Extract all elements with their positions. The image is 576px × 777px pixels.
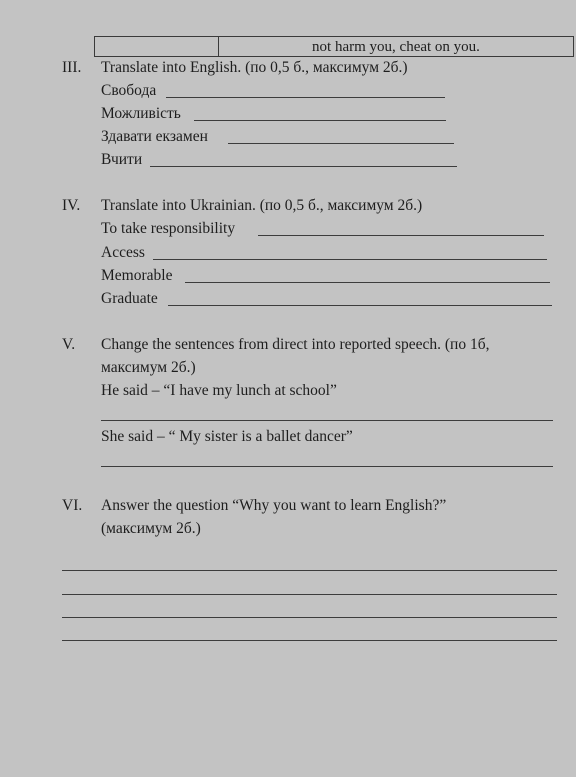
s5-sentence-2: She said – “ My sister is a ballet dancer” (101, 428, 353, 445)
section-5-instruction-line-1: Change the sentences from direct into reported speech. (по 1б, (101, 336, 490, 353)
section-3-number: III. (62, 59, 82, 76)
section-5-instruction-line-2: максимум 2б.) (101, 359, 196, 376)
table-cell-left (95, 37, 219, 56)
s4-item-4-answer-line[interactable] (168, 305, 552, 306)
section-4-number: IV. (62, 197, 81, 214)
s5-sentence-1: He said – “I have my lunch at school” (101, 382, 337, 399)
section-6-instruction-line-1: Answer the question “Why you want to learn English?” (101, 497, 447, 514)
s3-item-2-label: Можливість (101, 105, 181, 122)
s4-item-2-label: Access (101, 244, 145, 261)
s3-item-4-answer-line[interactable] (150, 166, 457, 167)
s5-sentence-2-answer-line[interactable] (101, 466, 553, 467)
s4-item-1-label: To take responsibility (101, 220, 236, 237)
s6-answer-line-3[interactable] (62, 617, 557, 618)
s4-item-3-answer-line[interactable] (185, 282, 550, 283)
s3-item-3-answer-line[interactable] (228, 143, 454, 144)
table-fragment (94, 36, 574, 57)
s4-item-4-label: Graduate (101, 290, 158, 307)
table-cell-right: not harm you, cheat on you. (312, 39, 480, 55)
s3-item-2-answer-line[interactable] (194, 120, 446, 121)
section-6-number: VI. (62, 497, 83, 514)
s3-item-4-label: Вчити (101, 151, 143, 168)
s6-answer-line-1[interactable] (62, 570, 557, 571)
s4-item-1-answer-line[interactable] (258, 235, 544, 236)
s6-answer-line-4[interactable] (62, 640, 557, 641)
s4-item-2-answer-line[interactable] (153, 259, 547, 260)
s4-item-3-label: Memorable (101, 267, 173, 284)
s3-item-1-answer-line[interactable] (166, 97, 445, 98)
section-3-instruction: Translate into English. (по 0,5 б., максимум 2б.) (101, 59, 408, 76)
section-5-number: V. (62, 336, 76, 353)
section-6-instruction-line-2: (максимум 2б.) (101, 520, 201, 537)
s3-item-1-label: Свобода (101, 82, 157, 99)
s6-answer-line-2[interactable] (62, 594, 557, 595)
s5-sentence-1-answer-line[interactable] (101, 420, 553, 421)
section-4-instruction: Translate into Ukrainian. (по 0,5 б., максимум 2б.) (101, 197, 423, 214)
s3-item-3-label: Здавати екзамен (101, 128, 208, 145)
